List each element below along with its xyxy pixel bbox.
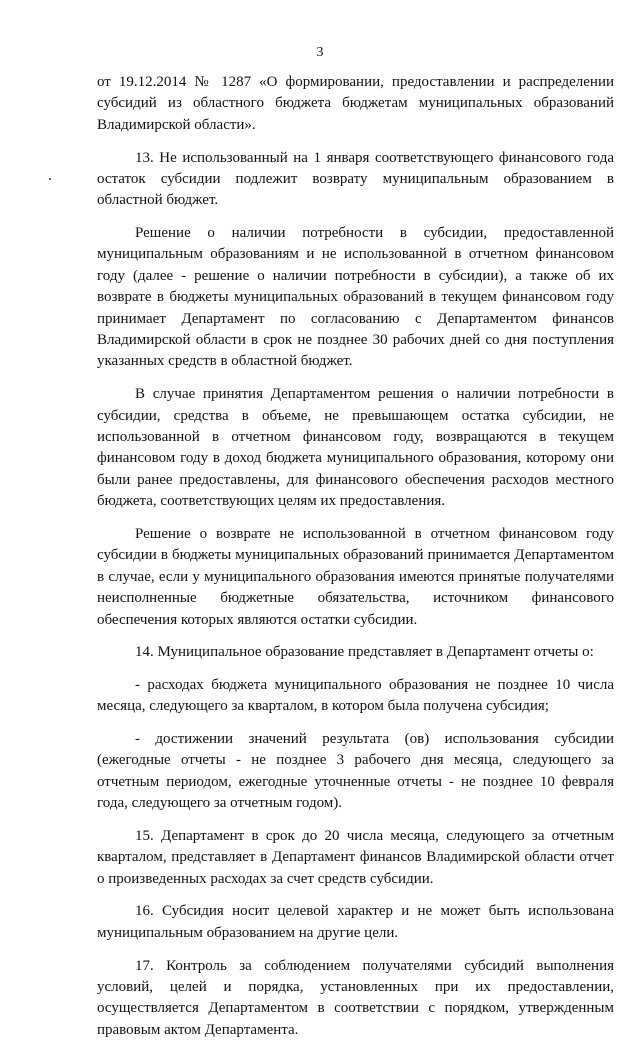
- list-item-expenses-report: - расходах бюджета муниципального образования не позднее 10 числа месяца, следующего за кварталом, в котором была получена субсидия;: [97, 676, 614, 715]
- paragraph-clause-15: 15. Департамент в срок до 20 числа месяца, следующего за отчетным кварталом, представляет в Департамент финансов Владимирской области отчет о произведенных расходах за счет средств субсидии.: [97, 827, 614, 887]
- scan-speck: [49, 178, 51, 180]
- page-number: 3: [316, 45, 324, 60]
- list-item-results-report: - достижении значений результата (ов) использования субсидии (ежегодные отчеты - не позднее 3 рабочего дня месяца, следующего за отчетным периодом, ежегодные уточненные отчеты - не позднее 10 февраля года, следующего за отчетным годом).: [97, 731, 614, 812]
- document-body: [97, 72, 614, 1053]
- paragraph-continuation: от 19.12.2014 № 1287 «О формировании, предоставлении и распределении субсидий из областного бюджета бюджетам муниципальных образований Владимирской области».: [97, 74, 614, 133]
- paragraph-clause-14: 14. Муниципальное образование представляет в Департамент отчеты о:: [135, 644, 594, 661]
- paragraph-clause-16: 16. Субсидия носит целевой характер и не может быть использована муниципальным образованием на другие цели.: [97, 903, 614, 941]
- paragraph-clause-13: 13. Не использованный на 1 января соответствующего финансового года остаток субсидии подлежит возврату муниципальным образованием в областной бюджет.: [97, 149, 614, 209]
- paragraph-clause-17: 17. Контроль за соблюдением получателями субсидий выполнения условий, целей и порядка, установленных при их предоставлении, осуществляется Департаментом в соответствии с порядком, утвержденным правовым актом Департамента.: [97, 957, 614, 1038]
- paragraph-return-decision: Решение о возврате не использованной в отчетном финансовом году субсидии в бюджеты муниципальных образований принимается Департаментом в случае, если у муниципального образования имеются принятые получателями неисполненные бюджетные обязательства, источником финансового обеспечения которых являются остатки субсидии.: [97, 525, 614, 628]
- paragraph-return-of-funds: В случае принятия Департаментом решения о наличии потребности в субсидии, средства в объеме, не превышающем остатка субсидии, не использованной в отчетном финансовом году, возвращаются в текущем финансовом году в доход бюджета муниципального образования, которому они были ранее предоставлены, для финансового обеспечения расходов местного бюджета, соответствующих целям их предоставления.: [97, 386, 614, 510]
- paragraph-need-decision: Решение о наличии потребности в субсидии, предоставленной муниципальным образованиям и не использованной в отчетном финансовом году (далее - решение о наличии потребности в субсидии), а также об их возврате в бюджеты муниципальных образований в текущем финансовом году принимает Департамент по согласованию с Департаментом финансов Владимирской области в срок не позднее 30 рабочих дней со дня поступления указанных средств в областной бюджет.: [97, 225, 614, 370]
